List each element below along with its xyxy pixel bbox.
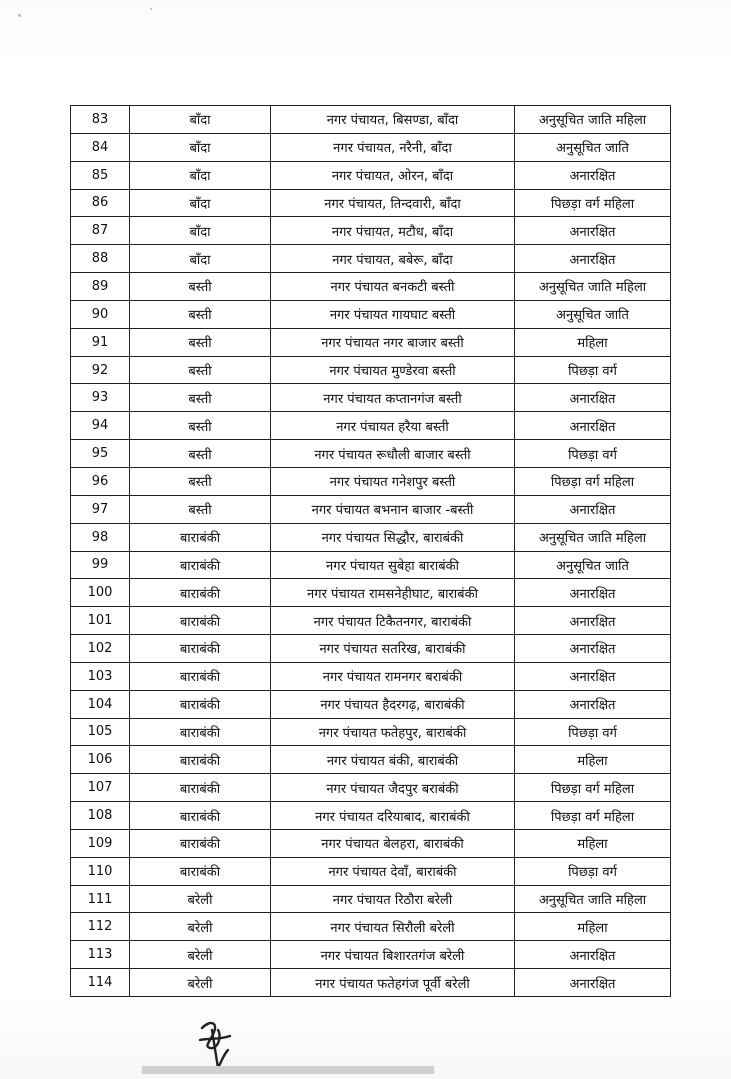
scan-speck (150, 8, 152, 10)
district-cell: बाँदा (130, 106, 271, 134)
district-cell: बस्ती (130, 356, 271, 384)
reservation-category-cell: अनुसूचित जाति महिला (515, 523, 671, 551)
serial-number-cell: 86 (71, 189, 130, 217)
serial-number-cell: 110 (71, 857, 130, 885)
table-row (71, 273, 671, 301)
reservation-category-cell: पिछड़ा वर्ग (515, 356, 671, 384)
serial-number-cell: 92 (71, 356, 130, 384)
reservation-category-cell: पिछड़ा वर्ग महिला (515, 802, 671, 830)
serial-number-cell: 96 (71, 467, 130, 495)
district-cell: बाराबंकी (130, 579, 271, 607)
reservation-category-cell: अनुसूचित जाति (515, 300, 671, 328)
table-row (71, 495, 671, 523)
reservation-category-cell: अनारक्षित (515, 607, 671, 635)
table-row (71, 913, 671, 941)
serial-number-cell: 99 (71, 551, 130, 579)
nagar-panchayat-cell: नगर पंचायत बेलहरा, बाराबंकी (271, 829, 515, 857)
district-cell: बाराबंकी (130, 690, 271, 718)
table-row (71, 523, 671, 551)
reservation-category-cell: अनारक्षित (515, 245, 671, 273)
table-row (71, 718, 671, 746)
reservation-category-cell: अनुसूचित जाति महिला (515, 106, 671, 134)
district-cell: बाराबंकी (130, 662, 271, 690)
nagar-panchayat-cell: नगर पंचायत बंकी, बाराबंकी (271, 746, 515, 774)
table-row (71, 189, 671, 217)
district-cell: बाँदा (130, 161, 271, 189)
reservation-category-cell: अनारक्षित (515, 217, 671, 245)
nagar-panchayat-cell: नगर पंचायत, मटौध, बाँदा (271, 217, 515, 245)
table-row (71, 356, 671, 384)
reservation-category-cell: अनारक्षित (515, 635, 671, 663)
serial-number-cell: 111 (71, 885, 130, 913)
reservation-category-cell: अनुसूचित जाति (515, 551, 671, 579)
bottom-scan-bar (142, 1066, 434, 1074)
reservation-category-cell: अनारक्षित (515, 412, 671, 440)
nagar-panchayat-cell: नगर पंचायत, ओरन, बाँदा (271, 161, 515, 189)
serial-number-cell: 103 (71, 662, 130, 690)
table-row (71, 300, 671, 328)
district-cell: बस्ती (130, 300, 271, 328)
reservation-table (70, 105, 671, 997)
signature (188, 1010, 248, 1070)
nagar-panchayat-cell: नगर पंचायत, बिसण्डा, बाँदा (271, 106, 515, 134)
district-cell: बस्ती (130, 328, 271, 356)
serial-number-cell: 104 (71, 690, 130, 718)
reservation-category-cell: अनारक्षित (515, 161, 671, 189)
nagar-panchayat-cell: नगर पंचायत मुण्डेरवा बस्ती (271, 356, 515, 384)
table-row (71, 802, 671, 830)
table-row (71, 440, 671, 468)
nagar-panchayat-cell: नगर पंचायत रामसनेहीघाट, बाराबंकी (271, 579, 515, 607)
serial-number-cell: 88 (71, 245, 130, 273)
nagar-panchayat-cell: नगर पंचायत, बबेरू, बाँदा (271, 245, 515, 273)
nagar-panchayat-cell: नगर पंचायत फतेहपुर, बाराबंकी (271, 718, 515, 746)
district-cell: बरेली (130, 885, 271, 913)
nagar-panchayat-cell: नगर पंचायत, तिन्दवारी, बाँदा (271, 189, 515, 217)
reservation-category-cell: अनारक्षित (515, 662, 671, 690)
table-row (71, 245, 671, 273)
district-cell: बाराबंकी (130, 746, 271, 774)
nagar-panchayat-cell: नगर पंचायत जैदपुर बराबंकी (271, 774, 515, 802)
reservation-category-cell: अनारक्षित (515, 495, 671, 523)
district-cell: बाराबंकी (130, 551, 271, 579)
table-row (71, 106, 671, 134)
serial-number-cell: 90 (71, 300, 130, 328)
table-row (71, 607, 671, 635)
serial-number-cell: 89 (71, 273, 130, 301)
scan-speck (18, 14, 21, 17)
nagar-panchayat-cell: नगर पंचायत सिद्धौर, बाराबंकी (271, 523, 515, 551)
reservation-category-cell: अनारक्षित (515, 690, 671, 718)
serial-number-cell: 114 (71, 969, 130, 997)
nagar-panchayat-cell: नगर पंचायत कप्तानगंज बस्ती (271, 384, 515, 412)
serial-number-cell: 109 (71, 829, 130, 857)
table-row (71, 774, 671, 802)
reservation-category-cell: पिछड़ा वर्ग महिला (515, 774, 671, 802)
nagar-panchayat-cell: नगर पंचायत फतेहगंज पूर्वी बरेली (271, 969, 515, 997)
reservation-category-cell: पिछड़ा वर्ग (515, 718, 671, 746)
reservation-category-cell: पिछड़ा वर्ग (515, 440, 671, 468)
nagar-panchayat-cell: नगर पंचायत गनेशपुर बस्ती (271, 467, 515, 495)
reservation-category-cell: अनारक्षित (515, 969, 671, 997)
nagar-panchayat-cell: नगर पंचायत रूधौली बाजार बस्ती (271, 440, 515, 468)
district-cell: बस्ती (130, 412, 271, 440)
nagar-panchayat-cell: नगर पंचायत सुबेहा बाराबंकी (271, 551, 515, 579)
district-cell: बाराबंकी (130, 635, 271, 663)
serial-number-cell: 87 (71, 217, 130, 245)
serial-number-cell: 108 (71, 802, 130, 830)
serial-number-cell: 100 (71, 579, 130, 607)
district-cell: बाराबंकी (130, 718, 271, 746)
reservation-category-cell: पिछड़ा वर्ग महिला (515, 467, 671, 495)
district-cell: बस्ती (130, 467, 271, 495)
nagar-panchayat-cell: नगर पंचायत, नरैनी, बाँदा (271, 133, 515, 161)
district-cell: बस्ती (130, 273, 271, 301)
table-row (71, 829, 671, 857)
serial-number-cell: 102 (71, 635, 130, 663)
table-row (71, 328, 671, 356)
district-cell: बाराबंकी (130, 774, 271, 802)
nagar-panchayat-cell: नगर पंचायत बनकटी बस्ती (271, 273, 515, 301)
reservation-category-cell: महिला (515, 829, 671, 857)
table-body (71, 106, 671, 997)
nagar-panchayat-cell: नगर पंचायत नगर बाजार बस्ती (271, 328, 515, 356)
serial-number-cell: 105 (71, 718, 130, 746)
nagar-panchayat-cell: नगर पंचायत रिठौरा बरेली (271, 885, 515, 913)
table-row (71, 467, 671, 495)
nagar-panchayat-cell: नगर पंचायत सिरौली बरेली (271, 913, 515, 941)
nagar-panchayat-cell: नगर पंचायत गायघाट बस्ती (271, 300, 515, 328)
nagar-panchayat-cell: नगर पंचायत बभनान बाजार -बस्ती (271, 495, 515, 523)
table-row (71, 579, 671, 607)
district-cell: बस्ती (130, 440, 271, 468)
nagar-panchayat-cell: नगर पंचायत सतरिख, बाराबंकी (271, 635, 515, 663)
nagar-panchayat-cell: नगर पंचायत रामनगर बराबंकी (271, 662, 515, 690)
serial-number-cell: 98 (71, 523, 130, 551)
serial-number-cell: 85 (71, 161, 130, 189)
table-row (71, 161, 671, 189)
district-cell: बाँदा (130, 245, 271, 273)
reservation-category-cell: अनुसूचित जाति महिला (515, 885, 671, 913)
table-row (71, 857, 671, 885)
table-row (71, 635, 671, 663)
district-cell: बाराबंकी (130, 607, 271, 635)
serial-number-cell: 91 (71, 328, 130, 356)
district-cell: बरेली (130, 913, 271, 941)
reservation-category-cell: अनारक्षित (515, 941, 671, 969)
reservation-category-cell: पिछड़ा वर्ग महिला (515, 189, 671, 217)
reservation-category-cell: अनारक्षित (515, 384, 671, 412)
reservation-category-cell: पिछड़ा वर्ग (515, 857, 671, 885)
reservation-category-cell: महिला (515, 328, 671, 356)
district-cell: बरेली (130, 969, 271, 997)
reservation-category-cell: अनुसूचित जाति (515, 133, 671, 161)
nagar-panchayat-cell: नगर पंचायत देवाँ, बाराबंकी (271, 857, 515, 885)
serial-number-cell: 97 (71, 495, 130, 523)
reservation-category-cell: महिला (515, 746, 671, 774)
serial-number-cell: 84 (71, 133, 130, 161)
district-cell: बाराबंकी (130, 829, 271, 857)
table-row (71, 941, 671, 969)
table-row (71, 133, 671, 161)
serial-number-cell: 93 (71, 384, 130, 412)
district-cell: बाँदा (130, 217, 271, 245)
nagar-panchayat-cell: नगर पंचायत हैदरगढ़, बाराबंकी (271, 690, 515, 718)
reservation-category-cell: अनारक्षित (515, 579, 671, 607)
serial-number-cell: 101 (71, 607, 130, 635)
serial-number-cell: 107 (71, 774, 130, 802)
reservation-category-cell: अनुसूचित जाति महिला (515, 273, 671, 301)
nagar-panchayat-cell: नगर पंचायत बिशारतगंज बरेली (271, 941, 515, 969)
serial-number-cell: 94 (71, 412, 130, 440)
serial-number-cell: 112 (71, 913, 130, 941)
table-row (71, 412, 671, 440)
nagar-panchayat-cell: नगर पंचायत हरैया बस्ती (271, 412, 515, 440)
table-row (71, 662, 671, 690)
table-row (71, 885, 671, 913)
nagar-panchayat-cell: नगर पंचायत दरियाबाद, बाराबंकी (271, 802, 515, 830)
serial-number-cell: 83 (71, 106, 130, 134)
district-cell: बाँदा (130, 133, 271, 161)
district-cell: बाँदा (130, 189, 271, 217)
reservation-category-cell: महिला (515, 913, 671, 941)
district-cell: बाराबंकी (130, 857, 271, 885)
district-cell: बाराबंकी (130, 802, 271, 830)
district-cell: बरेली (130, 941, 271, 969)
table-row (71, 217, 671, 245)
serial-number-cell: 95 (71, 440, 130, 468)
district-cell: बस्ती (130, 384, 271, 412)
table-row (71, 384, 671, 412)
district-cell: बस्ती (130, 495, 271, 523)
table-row (71, 551, 671, 579)
district-cell: बाराबंकी (130, 523, 271, 551)
serial-number-cell: 106 (71, 746, 130, 774)
table-row (71, 746, 671, 774)
serial-number-cell: 113 (71, 941, 130, 969)
nagar-panchayat-cell: नगर पंचायत टिकैतनगर, बाराबंकी (271, 607, 515, 635)
table-row (71, 969, 671, 997)
table-row (71, 690, 671, 718)
